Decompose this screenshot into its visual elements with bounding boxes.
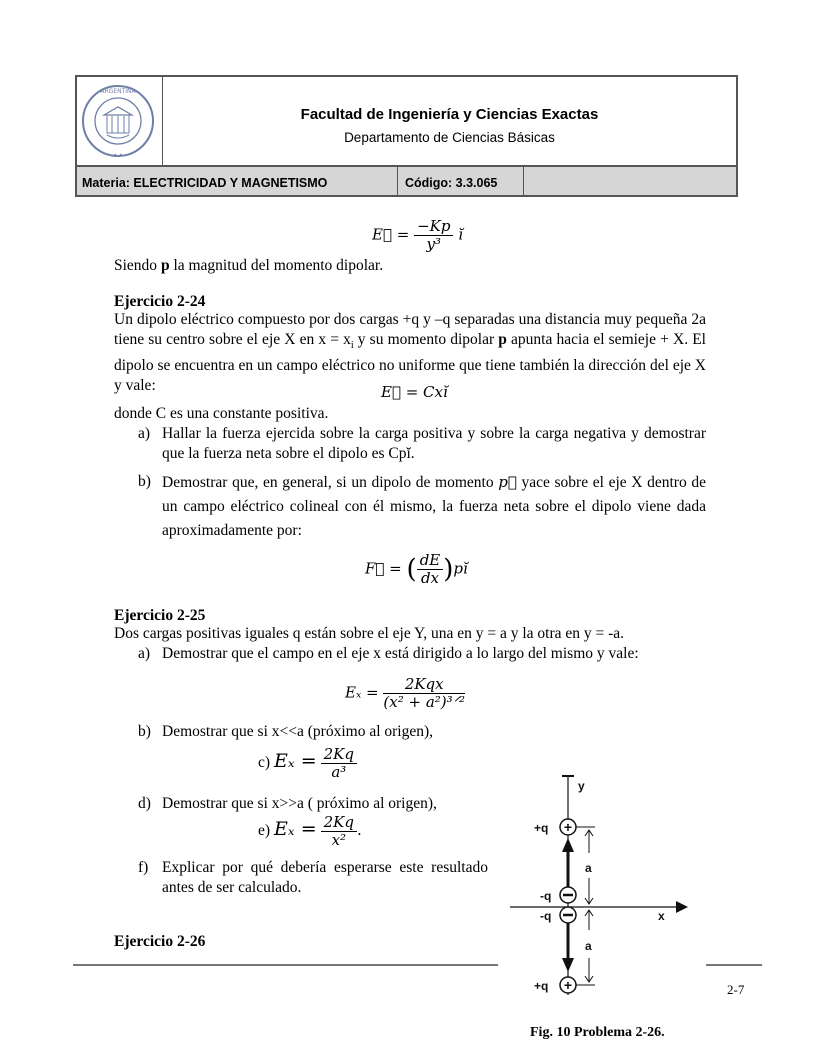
upper-neg-label: -q: [540, 889, 552, 903]
exercise-2-24-statement: Un dipolo eléctrico compuesto por dos cargas +q y –q separadas una distancia muy pequeña 2a tiene su centro sobre el eje X en $x = x_i$ y su momento dipolar p apunta hacia el semieje + X. El dipolo se encuentra en un campo eléctrico no uniforme que tiene también la dirección del eje X y vale:: [114, 311, 706, 395]
net-force-formula: F⃗ = ( $\frac{dE}{dx}$ )pĭ: [365, 551, 468, 587]
bottom-distance-label: a: [585, 939, 592, 953]
institution-name: Facultad de Ingeniería y Ciencias Exactas: [300, 106, 599, 123]
subject-row: [77, 165, 736, 195]
svg-text:+: +: [563, 977, 573, 993]
subject-label: Materia: ELECTRICIDAD Y MAGNETISMO: [82, 176, 328, 190]
x-axis-label: x: [658, 909, 665, 923]
logo-cell: [77, 77, 163, 165]
charge-diagram-figure: [500, 770, 700, 1000]
exercise-2-26-title: Ejercicio 2-26: [114, 933, 206, 950]
title-cell: [163, 77, 736, 165]
intro-text: Siendo p la magnitud del momento dipolar.: [114, 257, 384, 274]
exercise-2-25-item-c: c) Eₓ = $\frac{2Kq}{\text{a³}}$: [258, 746, 357, 781]
exercise-2-25-item-e: e) Eₓ = $\frac{2Kq}{\text{x²}}$ .: [258, 813, 362, 849]
exercise-2-25-title: Ejercicio 2-25: [114, 607, 206, 624]
dipole-field-formula: E⃗ = $\frac{-Kp}{\text{y³}}$ ĭ: [372, 217, 464, 253]
top-charge-label: +q: [534, 821, 549, 835]
x-axis-arrowhead: [676, 901, 688, 913]
svg-text:ARGENTINA: ARGENTINA: [100, 88, 136, 95]
footer-rule-left: [73, 964, 498, 966]
code-label: Código: 3.3.065: [405, 176, 498, 190]
plus-sign: +: [563, 819, 573, 835]
field-cx-formula: E⃗ = Cxĭ: [381, 383, 448, 401]
ex-field-formula: Eₓ = $\frac{\text{2Kqx}}{\text{(x² + a²)³ᐟ²}}$: [345, 675, 466, 711]
lower-neg-label: -q: [540, 909, 552, 923]
footer-rule-right: [706, 964, 762, 966]
exercise-2-24-constant-note: donde C es una constante positiva.: [114, 405, 329, 422]
y-axis-label: y: [578, 779, 585, 793]
top-distance-label: a: [585, 861, 592, 875]
university-seal-icon: [77, 77, 161, 163]
document-header: [75, 75, 738, 197]
figure-caption: Fig. 10 Problema 2-26.: [530, 1025, 665, 1040]
exercise-2-24-title: Ejercicio 2-24: [114, 293, 206, 310]
page-number: 2-7: [727, 982, 745, 997]
department-name: Departamento de Ciencias Básicas: [344, 130, 555, 145]
bottom-charge-label: +q: [534, 979, 549, 993]
exercise-2-25-statement: Dos cargas positivas iguales q están sobre el eje Y, una en y = a y la otra en y = -a.: [114, 625, 625, 642]
svg-text:• •: • •: [113, 152, 123, 159]
